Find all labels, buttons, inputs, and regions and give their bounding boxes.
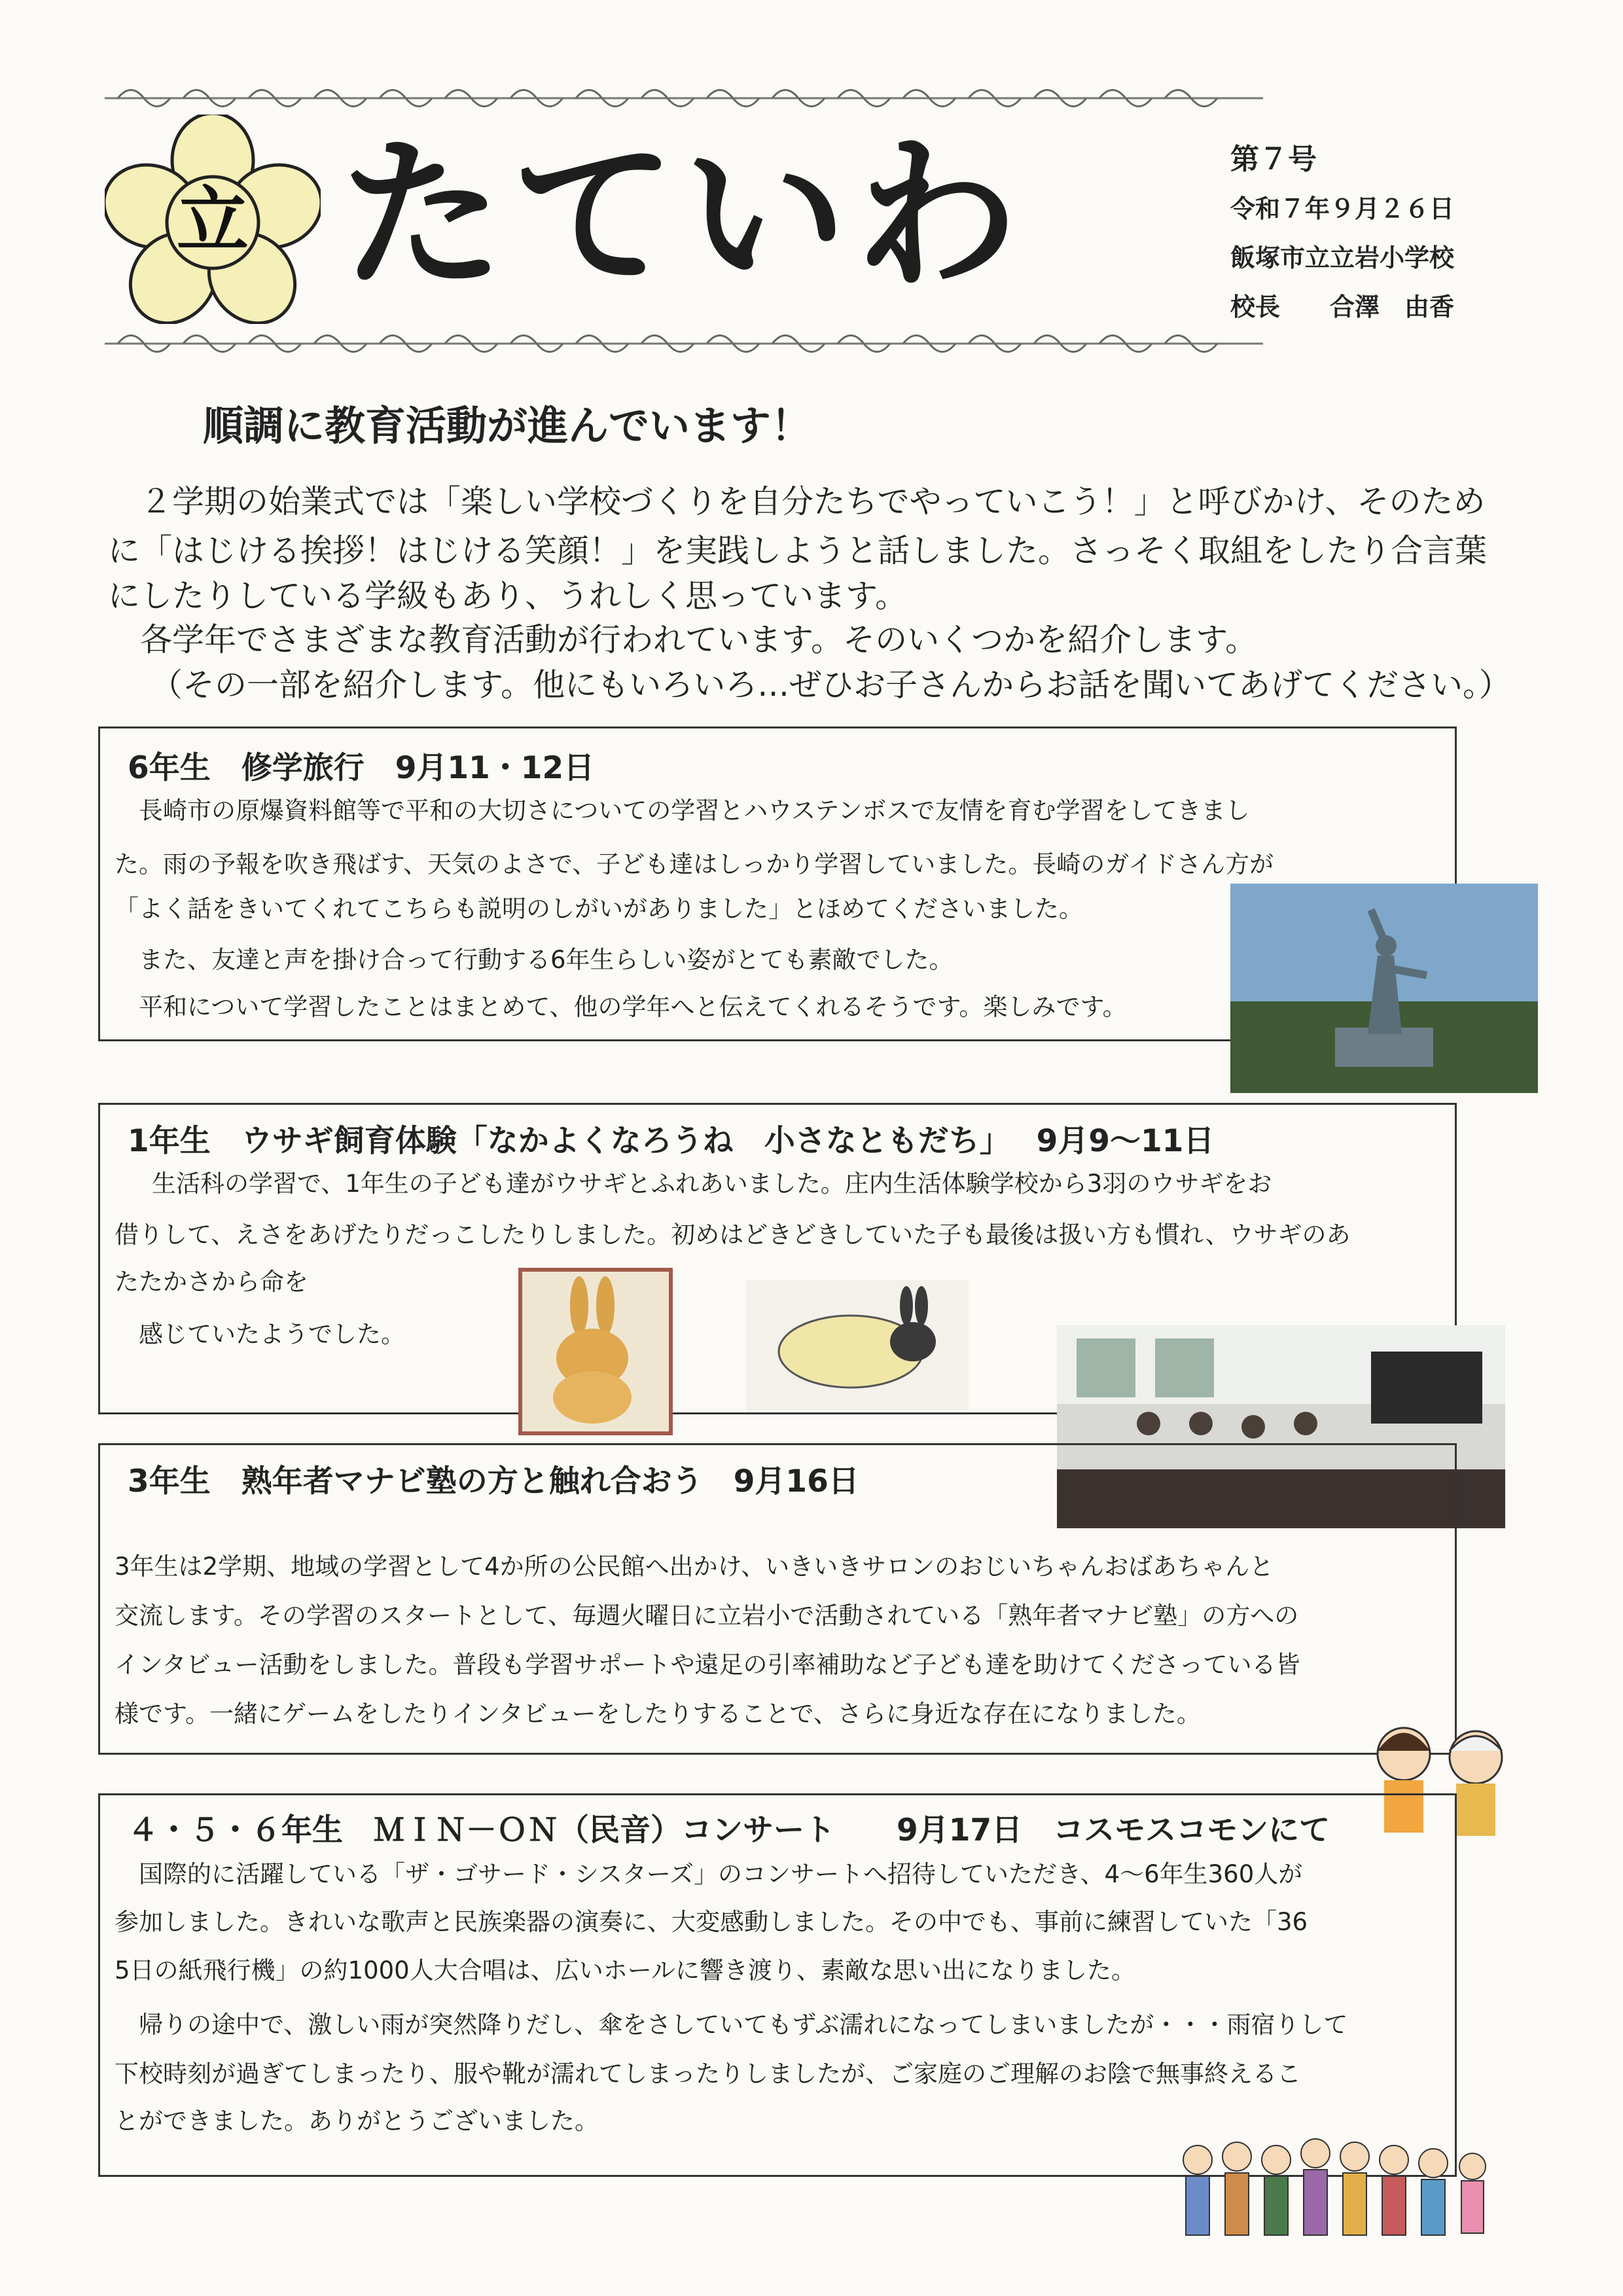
emblem-char: 立 — [177, 179, 249, 262]
intro-line: 各学年でさまざまな教育活動が行われています。そのいくつかを紹介します。 — [108, 621, 1258, 658]
section-line: 下校時刻が過ぎてしまったり、服や靴が濡れてしまったりしましたが、ご家庭のご理解のお陰で無事終えるこ — [115, 2060, 1301, 2088]
rabbit-drawing-2 — [746, 1280, 969, 1410]
section-title: 6年生 修学旅行 9月11・12日 — [128, 750, 595, 786]
section-line: 5日の紙飛行機」の約1000人大合唱は、広いホールに響き渡り、素敵な思い出になりました。 — [115, 1956, 1135, 1984]
section-line: 長崎市の原爆資料館等で平和の大切さについての学習とハウステンボスで友情を育む学習をしてきまし — [115, 797, 1250, 825]
intro-line: に「はじける挨拶！はじける笑顔！」を実践しようと話しました。さっそく取組をしたり合言葉 — [108, 532, 1488, 569]
issue-date: 令和７年９月２６日 — [1230, 194, 1455, 223]
section-line: 帰りの途中で、激しい雨が突然降りだし、傘をさしていてもずぶ濡れになってしまいましたが・・・雨宿りして — [115, 2011, 1348, 2039]
section-line: また、友達と声を掛け合って行動する6年生らしい姿がとても素敵でした。 — [115, 946, 954, 974]
section-line: 生活科の学習で、1年生の子ども達がウサギとふれあいました。庄内生活体験学校から3羽のウサギをお — [128, 1170, 1272, 1198]
intro-line: にしたりしている学級もあり、うれしく思っています。 — [108, 577, 908, 615]
newsletter-title: たていわ — [340, 120, 1026, 311]
section-line: 「よく話をきいてくれてこちらも説明のしがいがありました」とほめてくださいました。 — [115, 895, 1083, 923]
school-name: 飯塚市立立岩小学校 — [1230, 243, 1455, 272]
section-title: 1年生 ウサギ飼育体験「なかよくなろうね 小さなともだち」 9月9～11日 — [128, 1123, 1215, 1159]
intro-line: ２学期の始業式では「楽しい学校づくりを自分たちでやっていこう！」と呼びかけ、そのため — [108, 483, 1486, 520]
section-line: た。雨の予報を吹き飛ばす、天気のよさで、子ども達はしっかり学習していました。長崎のガイドさん方が — [115, 850, 1274, 878]
community-people-illustration-icon — [1178, 2121, 1492, 2258]
section-line: 交流します。その学習のスタートとして、毎週火曜日に立岩小で活動されている「熟年者マナビ塾」の方への — [115, 1602, 1299, 1630]
section-line: 様です。一緒にゲームをしたりインタビューをしたりすることで、さらに身近な存在になりました。 — [115, 1700, 1201, 1728]
section-line: 借りして、えさをあげたりだっこしたりしました。初めはどきどきしていた子も最後は扱い方も慣れ、ウサギのあ — [115, 1221, 1351, 1249]
section-line: とができました。ありがとうございました。 — [115, 2107, 599, 2135]
headline: 順調に教育活動が進んでいます！ — [203, 402, 812, 450]
section-line: 感じていたようでした。 — [115, 1320, 405, 1348]
section-title: 3年生 熟年者マナビ塾の方と触れ合おう 9月16日 — [128, 1463, 859, 1499]
ornamental-border-top — [105, 79, 1263, 118]
peace-statue-photo — [1230, 884, 1538, 1093]
ornamental-border-bottom — [105, 324, 1263, 363]
school-emblem-icon — [105, 115, 321, 324]
section-line: 3年生は2学期、地域の学習として4か所の公民館へ出かけ、いきいきサロンのおじいちゃんおばあちゃんと — [115, 1552, 1274, 1581]
section-title: ４・５・６年生 ＭＩＮ－ＯＮ（民音）コンサート 9月17日 コスモスコモンにて — [128, 1812, 1330, 1848]
section-line: インタビュー活動をしました。普段も学習サポートや遠足の引率補助など子ども達を助けてくださっている皆 — [115, 1651, 1300, 1679]
section-line: たたかさから命を — [115, 1268, 308, 1296]
section-line: 国際的に活躍している「ザ・ゴサード・シスターズ」のコンサートへ招待していただき、4～6年生360人が — [115, 1860, 1303, 1888]
issue-number: 第７号 — [1230, 143, 1317, 176]
intro-line: （その一部を紹介します。他にもいろいろ…ぜひお子さんからお話を聞いてあげてください。） — [151, 666, 1511, 704]
section-line: 参加しました。きれいな歌声と民族楽器の演奏に、大変感動しました。その中でも、事前に練習していた「36 — [115, 1908, 1308, 1936]
rabbit-drawing-1 — [517, 1266, 674, 1437]
principal-name: 校長 合澤 由香 — [1230, 293, 1455, 321]
section-line: 平和について学習したことはまとめて、他の学年へと伝えてくれるそうです。楽しみです。 — [115, 993, 1127, 1021]
